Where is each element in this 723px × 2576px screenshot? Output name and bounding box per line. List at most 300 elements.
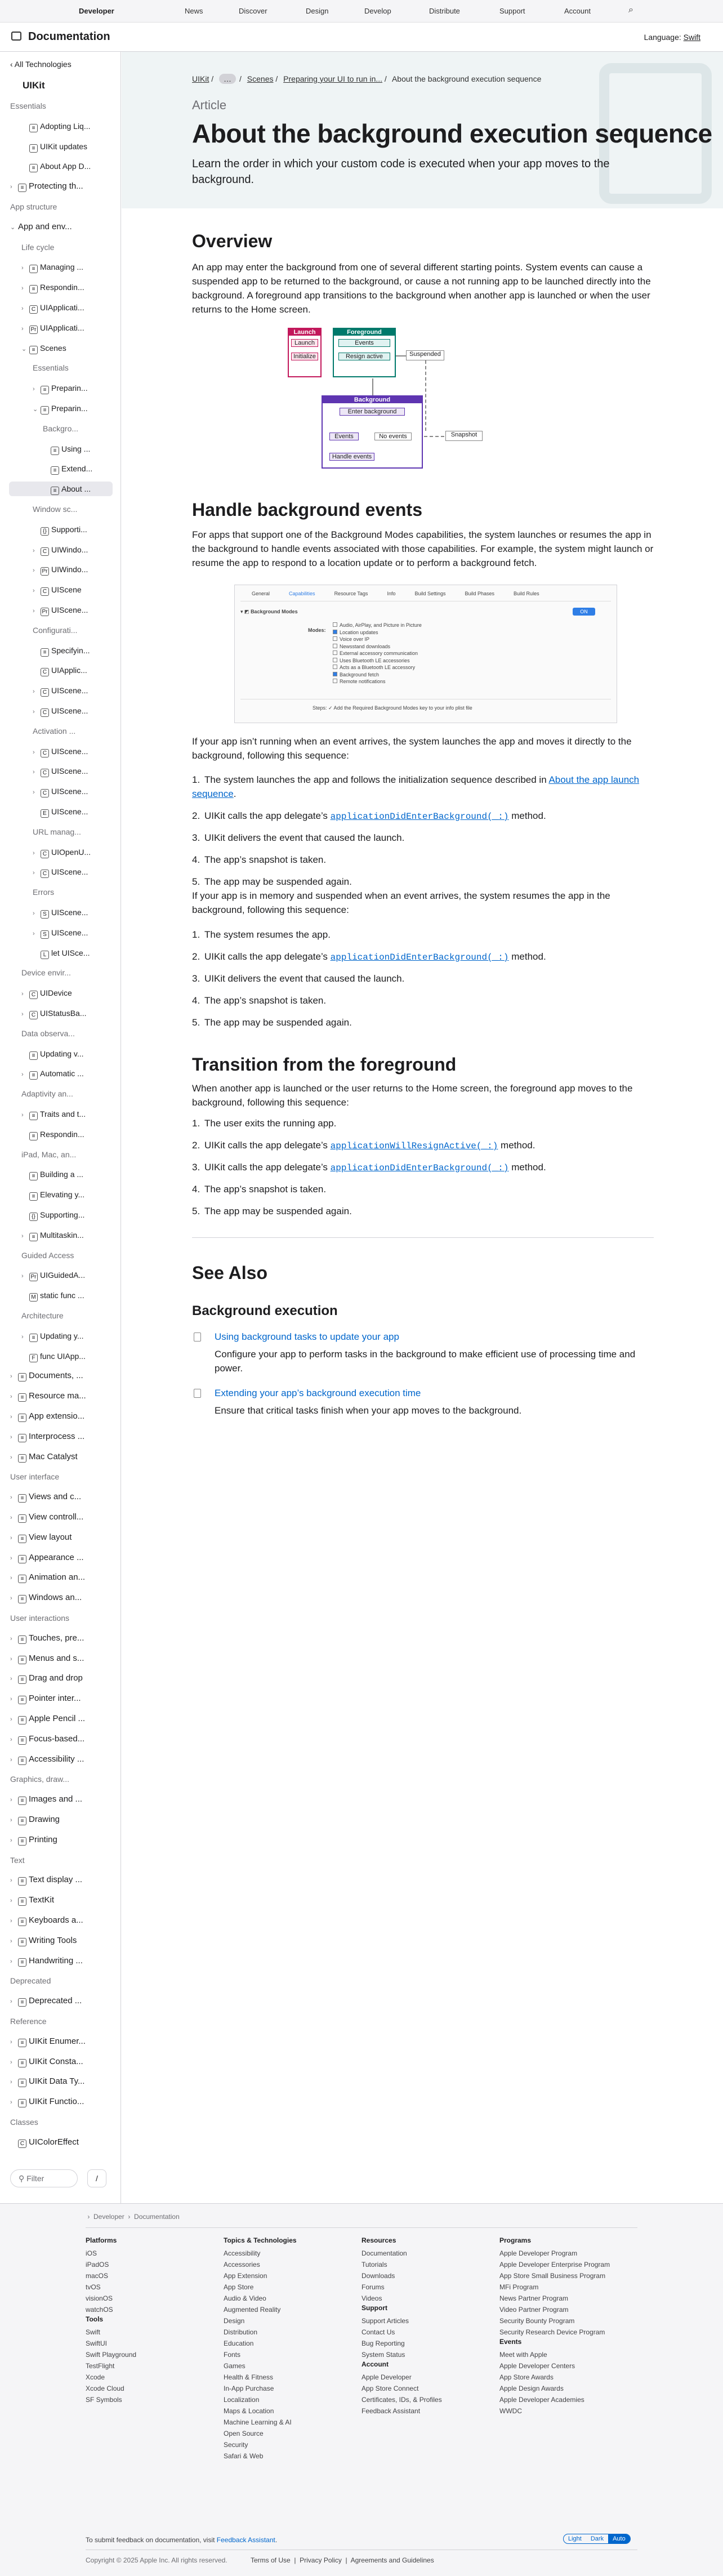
footer-link[interactable]: iOS bbox=[86, 2249, 97, 2257]
symbol-kind-icon: ≡ bbox=[29, 1334, 38, 1342]
sidebar-item[interactable] bbox=[0, 1994, 119, 2008]
sidebar-item[interactable] bbox=[0, 703, 119, 718]
xcode-mode-label: Background fetch bbox=[340, 671, 380, 678]
sidebar-item[interactable] bbox=[0, 1833, 119, 1847]
chevron-right-icon[interactable]: › bbox=[21, 285, 24, 292]
sidebar-item[interactable] bbox=[9, 482, 113, 496]
checkbox-icon bbox=[333, 665, 337, 669]
sidebar-item[interactable] bbox=[0, 663, 119, 678]
chevron-right-icon[interactable]: › bbox=[10, 2058, 12, 2066]
sidebar-item[interactable] bbox=[0, 1006, 119, 1020]
footer-link[interactable]: Design bbox=[224, 2317, 245, 2325]
chevron-right-icon[interactable]: › bbox=[21, 1333, 24, 1340]
chevron-right-icon[interactable]: › bbox=[33, 708, 35, 715]
chevron-right-icon[interactable]: › bbox=[10, 1897, 12, 1905]
footer-link[interactable]: Forums bbox=[362, 2283, 385, 2291]
suspended-paragraph: If your app is in memory and suspended when an event arrives, the system resumes the app in the background, following this sequence: bbox=[192, 890, 610, 915]
footer-link[interactable]: Feedback Assistant bbox=[362, 2407, 421, 2415]
overview-paragraph: An app may enter the background from one of several different starting points. System events can cause a suspended app to be returned to the background, or cause a not running app to be launched directly into the background. A foreground app transitions to the background when another app is launched or when the user returns to the Home screen. bbox=[192, 262, 651, 315]
chevron-right-icon[interactable]: › bbox=[33, 870, 35, 877]
sidebar-item[interactable] bbox=[0, 946, 119, 960]
chevron-right-icon[interactable]: › bbox=[10, 1454, 12, 1461]
sidebar-item[interactable] bbox=[0, 2054, 119, 2069]
symbol-kind-icon: ≡ bbox=[18, 1757, 26, 1765]
sidebar-item[interactable] bbox=[0, 683, 119, 698]
api-symbol-link[interactable]: applicationDidEnterBackground(_:) bbox=[330, 952, 509, 962]
sidebar-item-label: Guided Access bbox=[21, 1250, 74, 1260]
checkbox-checked-icon bbox=[333, 630, 337, 634]
footer-link[interactable]: Maps & Location bbox=[224, 2407, 274, 2415]
chevron-right-icon[interactable]: › bbox=[10, 1514, 12, 1521]
symbol-kind-icon: ≡ bbox=[18, 1797, 26, 1805]
chevron-right-icon[interactable]: › bbox=[10, 2038, 12, 2045]
chevron-right-icon[interactable]: › bbox=[33, 688, 35, 696]
sidebar-item[interactable] bbox=[0, 1329, 119, 1343]
footer-link[interactable]: Localization bbox=[224, 2396, 260, 2404]
chevron-right-icon[interactable]: › bbox=[21, 1011, 24, 1018]
sidebar-item-label: Automatic ... bbox=[40, 1069, 84, 1078]
sidebar-item-label: Views and c... bbox=[29, 1492, 82, 1502]
list-text: The app may be suspended again. bbox=[204, 876, 352, 887]
sidebar-item[interactable] bbox=[0, 119, 119, 133]
sidebar-item[interactable] bbox=[0, 1913, 119, 1928]
chevron-right-icon[interactable]: › bbox=[21, 1071, 24, 1078]
sidebar-item[interactable] bbox=[0, 220, 119, 234]
footer-link[interactable]: Apple Developer Program bbox=[499, 2249, 578, 2257]
sidebar-item[interactable] bbox=[0, 1712, 119, 1726]
footer-column-heading: Account bbox=[362, 2360, 389, 2368]
footer-link[interactable]: SF Symbols bbox=[86, 2396, 122, 2404]
sidebar-item[interactable] bbox=[0, 1752, 119, 1767]
nav-distribute[interactable]: Distribute bbox=[429, 7, 460, 15]
chevron-right-icon[interactable]: › bbox=[10, 2099, 12, 2106]
sidebar-item[interactable] bbox=[0, 643, 119, 658]
sidebar-item[interactable] bbox=[0, 1349, 119, 1363]
chevron-right-icon[interactable]: › bbox=[21, 1232, 24, 1240]
symbol-kind-icon: C bbox=[41, 668, 49, 676]
breadcrumb-scenes[interactable]: Scenes bbox=[247, 74, 274, 83]
terms-link[interactable]: Terms of Use bbox=[251, 2556, 291, 2564]
chevron-right-icon[interactable]: › bbox=[33, 587, 35, 595]
sidebar-item[interactable] bbox=[0, 764, 119, 778]
sidebar-item[interactable] bbox=[0, 1873, 119, 1887]
sidebar-section-header bbox=[0, 1973, 119, 1988]
sidebar-item-label: UIScene... bbox=[51, 686, 88, 696]
footer-link[interactable]: tvOS bbox=[86, 2283, 101, 2291]
footer-link[interactable]: Fonts bbox=[224, 2351, 241, 2359]
footer-link[interactable]: Swift bbox=[86, 2328, 101, 2336]
chevron-right-icon[interactable]: › bbox=[33, 608, 35, 614]
sidebar-item[interactable] bbox=[0, 1107, 119, 1121]
sidebar-item[interactable] bbox=[0, 401, 119, 416]
feedback-assistant-link[interactable]: Feedback Assistant bbox=[216, 2536, 275, 2544]
footer-link[interactable]: Videos bbox=[362, 2294, 382, 2302]
footer-link[interactable]: News Partner Program bbox=[499, 2294, 569, 2302]
xcode-mode-row bbox=[333, 650, 422, 658]
sidebar-item[interactable] bbox=[0, 1288, 119, 1303]
appearance-light[interactable]: Light bbox=[568, 2535, 582, 2542]
footer-link[interactable]: watchOS bbox=[86, 2306, 113, 2314]
list-text: The system launches the app and follows the initialization sequence described in bbox=[204, 774, 549, 785]
footer-link[interactable]: In-App Purchase bbox=[224, 2385, 274, 2392]
chevron-right-icon[interactable]: › bbox=[33, 567, 35, 574]
chevron-right-icon[interactable]: › bbox=[10, 1675, 12, 1683]
footer-crumb-documentation[interactable]: Documentation bbox=[134, 2213, 180, 2221]
chevron-right-icon[interactable]: › bbox=[10, 1817, 12, 1824]
sidebar-section-header bbox=[0, 885, 119, 899]
footer-link[interactable]: Augmented Reality bbox=[224, 2306, 281, 2314]
sidebar-item[interactable] bbox=[0, 461, 119, 476]
sidebar-item[interactable] bbox=[0, 1590, 119, 1605]
all-technologies-link[interactable]: ‹ All Technologies bbox=[10, 60, 72, 69]
breadcrumb-preparing[interactable]: Preparing your UI to run in... bbox=[283, 74, 383, 83]
footer-link[interactable]: Video Partner Program bbox=[499, 2306, 569, 2314]
sidebar-item[interactable] bbox=[0, 1631, 119, 1646]
sidebar-item-label: UIScene... bbox=[51, 807, 88, 816]
chevron-right-icon[interactable]: › bbox=[10, 2079, 12, 2086]
footer-link[interactable]: System Status bbox=[362, 2351, 405, 2359]
sidebar-item[interactable] bbox=[0, 1268, 119, 1282]
chevron-right-icon[interactable]: › bbox=[10, 1373, 12, 1380]
sidebar-item[interactable] bbox=[0, 1429, 119, 1444]
sidebar-item[interactable] bbox=[0, 1893, 119, 1908]
footer-link[interactable]: Security Research Device Program bbox=[499, 2328, 605, 2336]
sidebar-item[interactable] bbox=[0, 562, 119, 577]
footer-link[interactable]: App Extension bbox=[224, 2272, 267, 2280]
footer-link[interactable]: Apple Developer Enterprise Program bbox=[499, 2261, 610, 2269]
sidebar-item[interactable] bbox=[0, 1691, 119, 1706]
transition-paragraph: When another app is launched or the user returns to the Home screen, the foreground app moves to the background, following this sequence: bbox=[192, 1083, 633, 1108]
sidebar-item[interactable] bbox=[0, 1651, 119, 1666]
sidebar-item[interactable] bbox=[0, 1510, 119, 1525]
sidebar-item-label: UIKit Functio... bbox=[29, 2097, 84, 2107]
sidebar-item[interactable] bbox=[0, 522, 119, 537]
footer-link[interactable]: Bug Reporting bbox=[362, 2339, 405, 2347]
chevron-right-icon[interactable]: › bbox=[10, 1433, 12, 1441]
chevron-right-icon[interactable]: › bbox=[33, 386, 35, 393]
chevron-right-icon[interactable]: › bbox=[33, 789, 35, 796]
symbol-kind-icon: ≡ bbox=[51, 487, 59, 495]
sidebar-item[interactable] bbox=[0, 1550, 119, 1565]
chevron-right-icon[interactable]: › bbox=[33, 930, 35, 937]
breadcrumb-uikit[interactable]: UIKit bbox=[192, 74, 209, 83]
chevron-right-icon[interactable]: › bbox=[10, 1756, 12, 1763]
chevron-right-icon[interactable]: › bbox=[10, 1998, 12, 2005]
appearance-dark[interactable]: Dark bbox=[590, 2535, 604, 2542]
sidebar-item-label: Protecting th... bbox=[29, 181, 83, 191]
xcode-capabilities-figure bbox=[234, 585, 617, 723]
sidebar-item[interactable] bbox=[0, 1046, 119, 1061]
see-also-description: Ensure that critical tasks finish when your app moves to the background. bbox=[215, 1405, 522, 1416]
sidebar-item[interactable] bbox=[0, 1570, 119, 1585]
sidebar-section-header bbox=[0, 240, 119, 255]
footer-link[interactable]: Education bbox=[224, 2339, 254, 2347]
agreements-link[interactable]: Agreements and Guidelines bbox=[350, 2556, 434, 2564]
background-modes-icon: ◩ bbox=[244, 609, 249, 614]
privacy-link[interactable]: Privacy Policy bbox=[300, 2556, 342, 2564]
chevron-right-icon[interactable]: › bbox=[10, 1534, 12, 1541]
chevron-right-icon[interactable]: › bbox=[10, 1635, 12, 1642]
language-value[interactable]: Swift bbox=[683, 33, 700, 42]
sidebar-item[interactable] bbox=[0, 1933, 119, 1948]
sidebar-item[interactable] bbox=[0, 1954, 119, 1968]
sidebar-item[interactable] bbox=[0, 1369, 119, 1383]
chevron-right-icon[interactable]: › bbox=[21, 1273, 24, 1280]
symbol-kind-icon: ≡ bbox=[18, 184, 26, 192]
sidebar-item[interactable] bbox=[0, 986, 119, 1000]
apple-developer-logo[interactable]: Developer bbox=[79, 7, 114, 15]
list-number: 4. bbox=[192, 995, 200, 1006]
footer-link[interactable]: Security Bounty Program bbox=[499, 2317, 575, 2325]
sidebar-item[interactable] bbox=[0, 804, 119, 819]
footer-link[interactable]: Tutorials bbox=[362, 2261, 387, 2269]
sidebar-item[interactable] bbox=[0, 260, 119, 274]
symbol-kind-icon: ≡ bbox=[18, 1393, 26, 1402]
footer-directory bbox=[86, 2236, 637, 2495]
chevron-right-icon[interactable]: › bbox=[10, 1918, 12, 1924]
api-symbol-link[interactable]: applicationWillResignActive(_:) bbox=[330, 1141, 498, 1151]
sidebar-item[interactable] bbox=[0, 2034, 119, 2049]
footer-link[interactable]: Games bbox=[224, 2362, 246, 2370]
symbol-kind-icon: C bbox=[29, 1011, 38, 1019]
sidebar-item[interactable] bbox=[0, 159, 119, 173]
sidebar-item[interactable] bbox=[0, 1530, 119, 1545]
symbol-kind-icon: ≡ bbox=[29, 124, 38, 132]
nav-discover[interactable]: Discover bbox=[239, 7, 267, 15]
footer-link[interactable]: Xcode bbox=[86, 2373, 105, 2381]
symbol-kind-icon: ≡ bbox=[18, 1535, 26, 1543]
chevron-right-icon[interactable]: › bbox=[10, 1393, 12, 1401]
sidebar-item[interactable] bbox=[0, 280, 119, 295]
sidebar-item[interactable] bbox=[0, 442, 119, 456]
symbol-kind-icon: ≡ bbox=[18, 1454, 26, 1463]
nav-support[interactable]: Support bbox=[499, 7, 525, 15]
footer-link[interactable]: Certificates, IDs, & Profiles bbox=[362, 2396, 442, 2404]
footer-link[interactable]: Support Articles bbox=[362, 2317, 409, 2325]
sidebar-item-label: UIKit Data Ty... bbox=[29, 2076, 85, 2087]
symbol-kind-icon: ≡ bbox=[29, 285, 38, 293]
footer-link[interactable]: macOS bbox=[86, 2272, 109, 2280]
sidebar-item[interactable] bbox=[0, 1167, 119, 1182]
footer-link[interactable]: Accessories bbox=[224, 2261, 260, 2269]
footer-link[interactable]: Open Source bbox=[224, 2430, 264, 2437]
chevron-right-icon[interactable]: › bbox=[33, 910, 35, 917]
sidebar-item[interactable] bbox=[0, 1490, 119, 1504]
sidebar-item[interactable] bbox=[0, 603, 119, 617]
footer-link[interactable]: WWDC bbox=[499, 2407, 522, 2415]
list-item bbox=[192, 773, 659, 801]
sidebar-item[interactable] bbox=[0, 905, 119, 920]
footer-link[interactable]: Apple Developer bbox=[362, 2373, 412, 2381]
sidebar-item[interactable] bbox=[0, 1671, 119, 1686]
sidebar-item[interactable] bbox=[0, 582, 119, 597]
search-icon[interactable]: ⌕ bbox=[628, 5, 633, 15]
sidebar-item[interactable] bbox=[0, 2094, 119, 2109]
footer-link[interactable]: Apple Developer Centers bbox=[499, 2362, 575, 2370]
footer-link[interactable]: SwiftUI bbox=[86, 2339, 108, 2347]
symbol-kind-icon: ≡ bbox=[41, 648, 49, 657]
chevron-right-icon[interactable]: › bbox=[10, 1797, 12, 1804]
chevron-right-icon[interactable]: › bbox=[21, 325, 24, 332]
symbol-kind-icon: ≡ bbox=[29, 1112, 38, 1120]
footer-link[interactable]: Distribution bbox=[224, 2328, 258, 2336]
list-item bbox=[192, 1116, 659, 1130]
nav-design[interactable]: Design bbox=[306, 7, 329, 15]
sidebar-item-label: UIScene... bbox=[51, 746, 88, 756]
nav-develop[interactable]: Develop bbox=[364, 7, 391, 15]
sidebar-item[interactable] bbox=[0, 320, 119, 335]
footer-link[interactable]: App Store bbox=[224, 2283, 254, 2291]
footer-link[interactable]: Health & Fitness bbox=[224, 2373, 274, 2381]
sidebar-item-label: App extensio... bbox=[29, 1411, 85, 1421]
chevron-right-icon[interactable]: › bbox=[10, 1554, 12, 1562]
symbol-kind-icon: C bbox=[41, 708, 49, 717]
footer-link[interactable]: Safari & Web bbox=[224, 2452, 264, 2460]
sidebar-item[interactable] bbox=[0, 1066, 119, 1081]
footer-link[interactable]: visionOS bbox=[86, 2294, 113, 2302]
footer-link[interactable]: Accessibility bbox=[224, 2249, 261, 2257]
chevron-right-icon[interactable]: › bbox=[10, 1655, 12, 1663]
list-text: The app’s snapshot is taken. bbox=[204, 995, 327, 1006]
footer-link[interactable]: Contact Us bbox=[362, 2328, 395, 2336]
chevron-right-icon[interactable]: › bbox=[10, 1494, 12, 1501]
chevron-right-icon[interactable]: › bbox=[10, 1736, 12, 1743]
xcode-mode-row bbox=[333, 665, 422, 672]
sidebar-toggle-icon[interactable] bbox=[11, 32, 21, 41]
chevron-down-icon[interactable]: ⌄ bbox=[33, 406, 38, 413]
sidebar-item[interactable] bbox=[0, 300, 119, 315]
sidebar-item[interactable] bbox=[0, 864, 119, 879]
chevron-right-icon[interactable]: › bbox=[33, 748, 35, 756]
footer-link[interactable]: TestFlight bbox=[86, 2362, 115, 2370]
chevron-right-icon[interactable]: › bbox=[21, 991, 24, 998]
sidebar-item-label: Life cycle bbox=[21, 242, 55, 252]
sidebar-section-header bbox=[0, 825, 119, 839]
chevron-down-icon[interactable]: ⌄ bbox=[21, 345, 27, 353]
xcode-mode-row bbox=[333, 644, 422, 651]
app-launch-sequence-link[interactable]: About the app launch sequence bbox=[192, 774, 640, 799]
chevron-right-icon[interactable]: › bbox=[10, 1696, 12, 1703]
sidebar-item-label: UIWindo... bbox=[51, 565, 88, 574]
sidebar-item[interactable] bbox=[0, 542, 119, 557]
footer-link[interactable]: Apple Developer Academies bbox=[499, 2396, 584, 2404]
chevron-down-icon[interactable]: ⌄ bbox=[10, 224, 16, 231]
footer-link[interactable]: iPadOS bbox=[86, 2261, 109, 2269]
sidebar-item[interactable] bbox=[0, 744, 119, 759]
chevron-right-icon[interactable]: › bbox=[33, 849, 35, 857]
sidebar-item[interactable] bbox=[0, 341, 119, 355]
list-number: 4. bbox=[192, 1184, 200, 1195]
chevron-right-icon[interactable]: › bbox=[10, 1716, 12, 1723]
documentation-title[interactable]: Documentation bbox=[28, 30, 110, 43]
sidebar-item[interactable] bbox=[0, 1187, 119, 1202]
sidebar-item[interactable] bbox=[0, 1732, 119, 1746]
chevron-right-icon[interactable]: › bbox=[33, 769, 35, 776]
see-also-link[interactable]: Using background tasks to update your app bbox=[215, 1331, 399, 1342]
sidebar-item[interactable] bbox=[0, 1409, 119, 1424]
language-selector[interactable] bbox=[644, 33, 700, 42]
sidebar-item[interactable] bbox=[0, 1207, 119, 1222]
api-symbol-link[interactable]: applicationDidEnterBackground(_:) bbox=[330, 1163, 509, 1173]
sidebar-item[interactable] bbox=[0, 2074, 119, 2089]
chevron-right-icon[interactable]: › bbox=[10, 184, 12, 191]
chevron-right-icon[interactable]: › bbox=[10, 1414, 12, 1420]
sidebar-item[interactable] bbox=[0, 1450, 119, 1464]
chevron-right-icon[interactable]: › bbox=[10, 1877, 12, 1884]
footer-link[interactable]: App Store Small Business Program bbox=[499, 2272, 606, 2280]
xcode-tab: General bbox=[252, 591, 270, 596]
symbol-kind-icon: ≡ bbox=[18, 1595, 26, 1603]
sidebar-item[interactable] bbox=[0, 784, 119, 799]
footer-column-heading: Resources bbox=[362, 2236, 396, 2244]
overview-heading: Overview bbox=[192, 231, 273, 251]
chevron-right-icon[interactable]: › bbox=[21, 305, 24, 312]
footer-link[interactable]: Documentation bbox=[362, 2249, 407, 2257]
footer-link[interactable]: Xcode Cloud bbox=[86, 2385, 124, 2392]
sidebar-item-label: Specifyin... bbox=[51, 645, 90, 655]
footer-link[interactable]: Security bbox=[224, 2441, 248, 2449]
nav-account[interactable]: Account bbox=[564, 7, 591, 15]
chevron-right-icon[interactable]: › bbox=[10, 1837, 12, 1844]
see-also-link[interactable]: Extending your app’s background execution time bbox=[215, 1388, 421, 1398]
api-symbol-link[interactable]: applicationDidEnterBackground(_:) bbox=[330, 812, 509, 822]
footer-link[interactable]: MFi Program bbox=[499, 2283, 539, 2291]
list-number: 5. bbox=[192, 1017, 200, 1028]
footer-link[interactable]: Audio & Video bbox=[224, 2294, 266, 2302]
chevron-right-icon[interactable]: › bbox=[21, 1112, 24, 1118]
chevron-right-icon[interactable]: › bbox=[33, 547, 35, 554]
filter-input[interactable]: ⚲ Filter bbox=[10, 2169, 78, 2187]
chevron-right-icon[interactable]: › bbox=[10, 1937, 12, 1945]
symbol-kind-icon: M bbox=[29, 1293, 38, 1302]
sidebar-item[interactable] bbox=[0, 2135, 119, 2150]
footer-link[interactable]: App Store Awards bbox=[499, 2373, 554, 2381]
sidebar-item-label: Scenes bbox=[40, 343, 66, 353]
footer-link[interactable]: Downloads bbox=[362, 2272, 395, 2280]
sidebar-item[interactable] bbox=[0, 845, 119, 859]
sidebar-item[interactable] bbox=[0, 139, 119, 154]
diagram-launch-box: Launch Launch Initialize bbox=[288, 328, 322, 377]
symbol-kind-icon: ≡ bbox=[18, 1938, 26, 1946]
sidebar-item[interactable] bbox=[0, 1792, 119, 1807]
sidebar-item[interactable] bbox=[0, 179, 119, 194]
footer-link[interactable]: App Store Connect bbox=[362, 2385, 419, 2392]
sidebar-item[interactable] bbox=[0, 1389, 119, 1403]
footer-link[interactable]: Machine Learning & AI bbox=[224, 2418, 292, 2426]
nav-news[interactable]: News bbox=[185, 7, 203, 15]
sidebar-item[interactable] bbox=[0, 381, 119, 395]
footer-link[interactable]: Apple Design Awards bbox=[499, 2385, 564, 2392]
chevron-right-icon[interactable]: › bbox=[21, 265, 24, 272]
symbol-kind-icon: ≡ bbox=[18, 1716, 26, 1724]
chevron-right-icon[interactable]: › bbox=[10, 1958, 12, 1965]
footer-crumb-developer[interactable]: Developer bbox=[93, 2213, 124, 2221]
footer-link[interactable]: Swift Playground bbox=[86, 2351, 137, 2359]
breadcrumb-more[interactable]: … bbox=[219, 74, 236, 84]
list-number: 3. bbox=[192, 973, 200, 984]
framework-title[interactable]: UIKit bbox=[23, 80, 45, 91]
sidebar-item[interactable] bbox=[0, 1812, 119, 1827]
sidebar-item-label: Documents, ... bbox=[29, 1371, 83, 1381]
footer-link[interactable]: Meet with Apple bbox=[499, 2351, 547, 2359]
xcode-mode-row bbox=[333, 672, 422, 679]
sidebar-item[interactable] bbox=[0, 1127, 119, 1142]
chevron-right-icon[interactable]: › bbox=[10, 1575, 12, 1582]
chevron-right-icon[interactable]: › bbox=[10, 1595, 12, 1602]
sidebar-item[interactable] bbox=[0, 1228, 119, 1242]
appearance-auto[interactable]: Auto bbox=[608, 2534, 630, 2543]
sidebar-item[interactable] bbox=[0, 925, 119, 940]
